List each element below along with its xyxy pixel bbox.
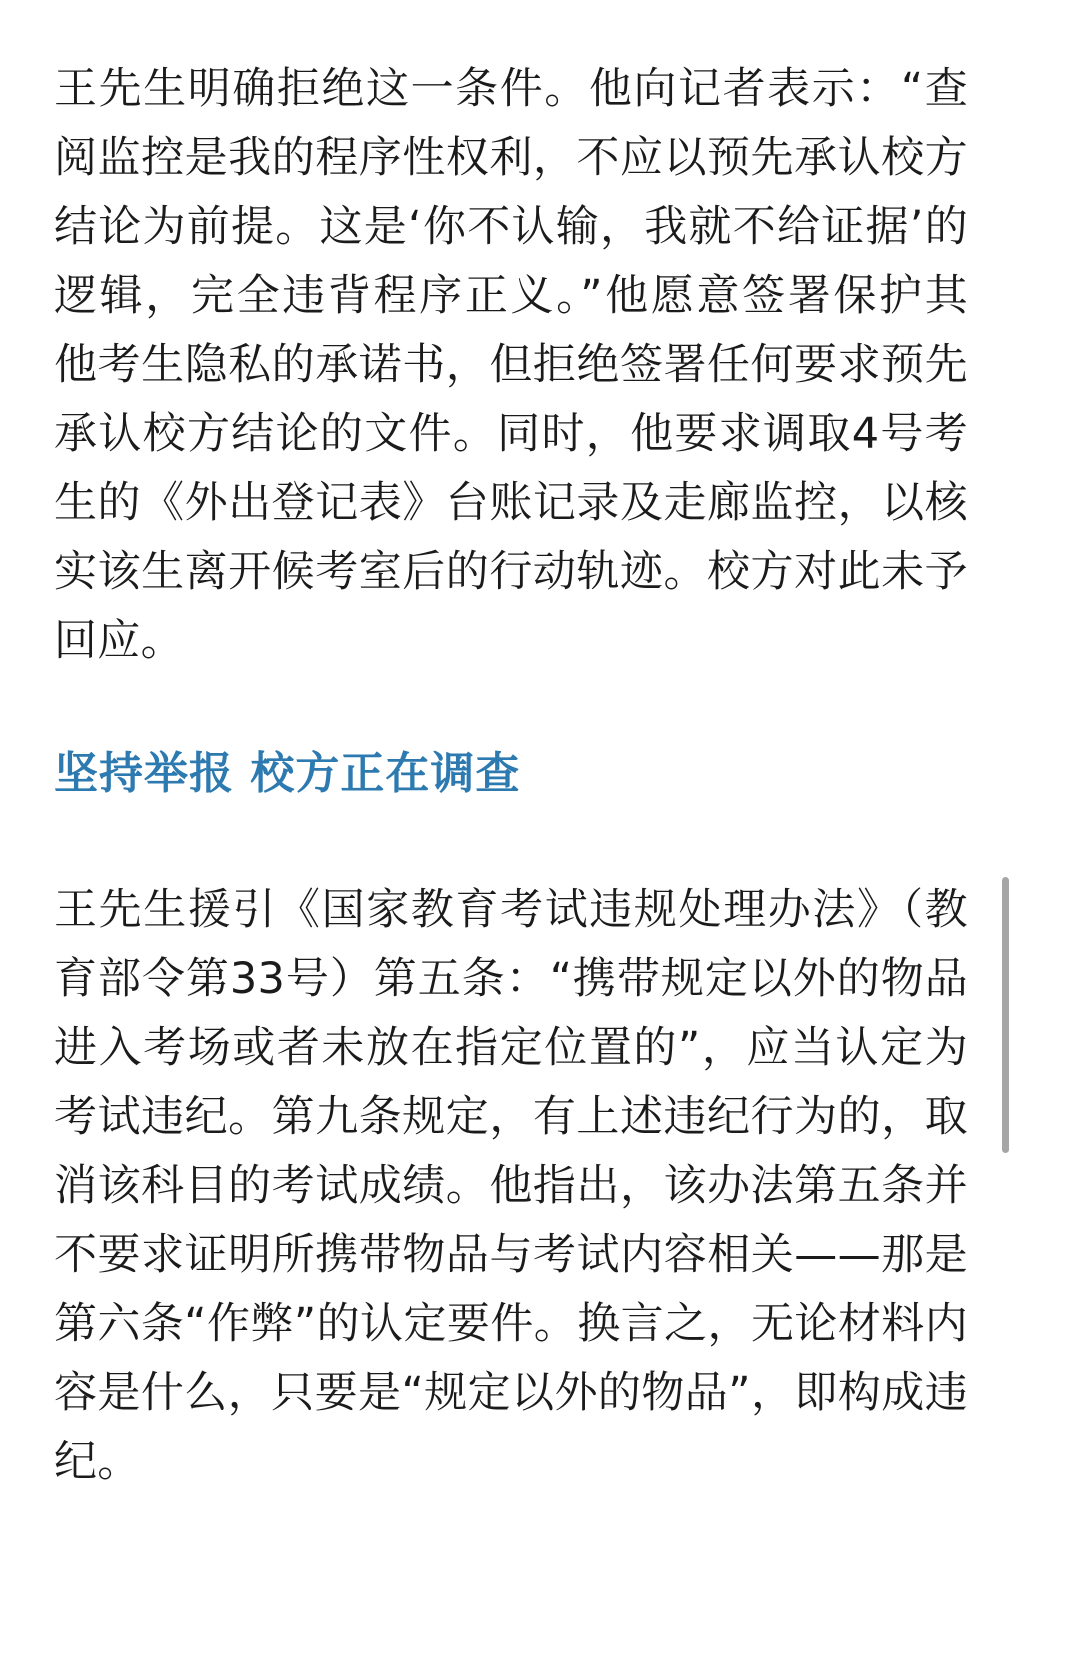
paragraph-line: 结论为前提。这是‘你不认输，我就不给证据’的 <box>54 202 968 252</box>
paragraph-line: 逻辑，完全违背程序正义。”他愿意签署保护其 <box>54 271 968 321</box>
paragraph-line: 第六条“作弊”的认定要件。换言之，无论材料内 <box>54 1299 968 1349</box>
paragraph-line: 容是什么，只要是“规定以外的物品”，即构成违 <box>54 1368 968 1418</box>
paragraph-line: 生的《外出登记表》台账记录及走廊监控，以核 <box>54 478 968 528</box>
paragraph-line: 不要求证明所携带物品与考试内容相关——那是 <box>54 1230 968 1280</box>
article-paragraph <box>54 876 968 1497</box>
paragraph-line: 他考生隐私的承诺书，但拒绝签署任何要求预先 <box>54 340 968 390</box>
section-heading: 坚持举报 校方正在调查 <box>54 748 521 799</box>
article-paragraph <box>54 55 968 676</box>
paragraph-line: 阅监控是我的程序性权利，不应以预先承认校方 <box>54 133 968 183</box>
paragraph-line: 承认校方结论的文件。同时，他要求调取4号考 <box>54 409 968 459</box>
paragraph-line: 考试违纪。第九条规定，有上述违纪行为的，取 <box>54 1092 968 1142</box>
paragraph-line: 王先生明确拒绝这一条件。他向记者表示：“查 <box>54 64 968 114</box>
paragraph-line: 进入考场或者未放在指定位置的”，应当认定为 <box>54 1023 968 1073</box>
paragraph-line: 纪。 <box>54 1437 141 1487</box>
paragraph-line: 王先生援引《国家教育考试违规处理办法》（教 <box>54 885 968 935</box>
paragraph-line: 回应。 <box>54 616 184 666</box>
paragraph-line: 消该科目的考试成绩。他指出，该办法第五条并 <box>54 1161 968 1211</box>
paragraph-line: 实该生离开候考室后的行动轨迹。校方对此未予 <box>54 547 968 597</box>
paragraph-line: 育部令第33号）第五条：“携带规定以外的物品 <box>54 954 968 1004</box>
scrollbar-thumb[interactable] <box>1002 877 1009 1153</box>
